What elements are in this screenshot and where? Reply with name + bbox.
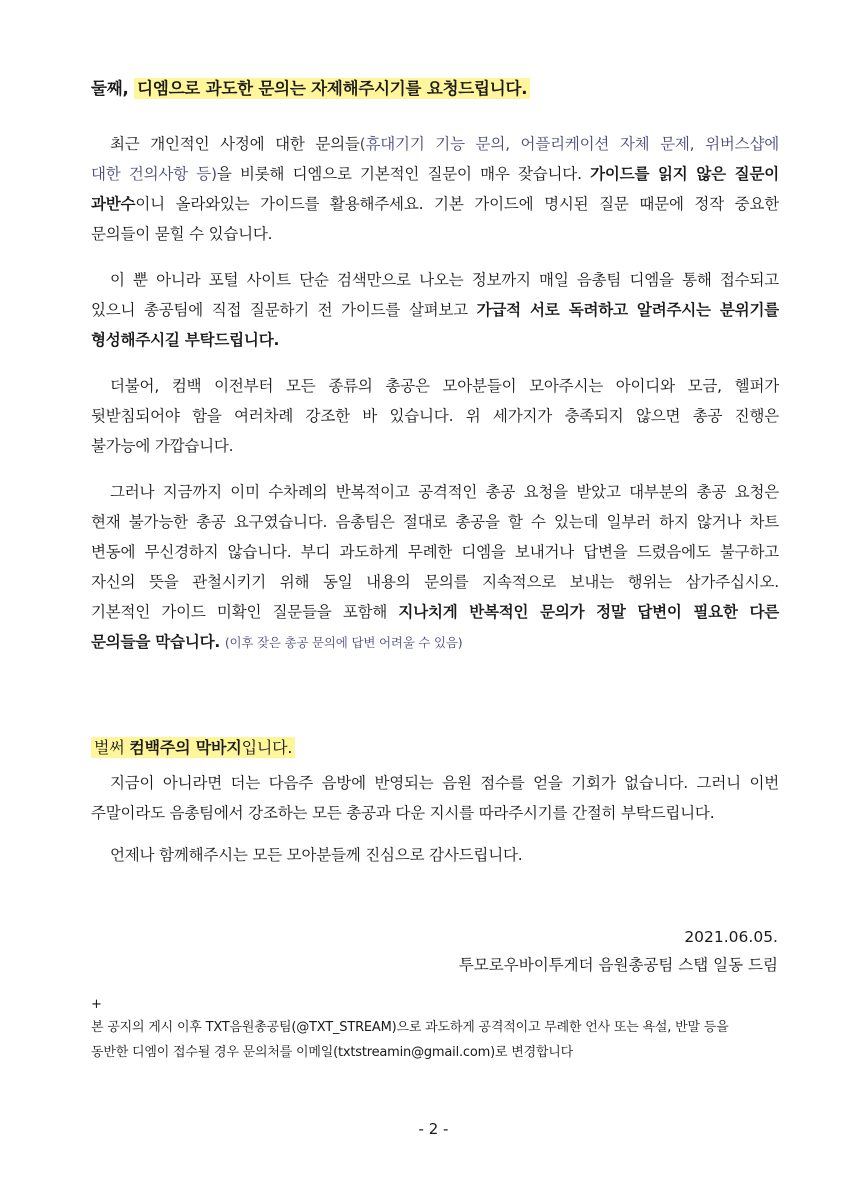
- para2-line3: 형성해주시길 부탁드립니다.: [91, 331, 280, 349]
- page-number: - 2 -: [418, 1120, 449, 1138]
- signature-name: 투모로우바이투게더 음원총공팀 스탭 일동 드림: [458, 956, 778, 974]
- para5-line2: 주말이라도 음총팀에서 강조하는 모든 총공과 다운 지시를 따라주시기를 간절히 부탁드립니다.: [91, 804, 715, 822]
- para4-line5: 기본적인 가이드 미확인 질문들을 포함해 지나치게 반복적인 문의가 정말 답변이 필요한 다른: [91, 603, 779, 621]
- para4-line3: 변동에 무신경하지 않습니다. 부디 과도하게 무례한 디엠을 보내거나 답변을 드렸음에도 불구하고: [91, 543, 779, 561]
- para5-line3: 언제나 함께해주시는 모든 모아분들께 진심으로 감사드립니다.: [110, 846, 523, 864]
- para4-line1: 그러나 지금까지 이미 수차례의 반복적이고 공격적인 총공 요청을 받았고 대부분의 총공 요청은: [110, 483, 779, 501]
- heading-highlight: 디엠으로 과도한 문의는 자제해주시기를 요청드립니다.: [134, 78, 530, 99]
- heading-prefix: 둘째,: [91, 79, 135, 98]
- heading2-highlight: 벌써 컴백주의 막바지입니다.: [91, 737, 295, 758]
- para4-line2: 현재 불가능한 총공 요구였습니다. 음총팀은 절대로 총공을 할 수 있는데 일부러 하지 않거나 차트: [91, 513, 779, 531]
- footnote-line1: 본 공지의 게시 이후 TXT음원총공팀(@TXT_STREAM)으로 과도하게 공격적이고 무례한 언사 또는 욕설, 반말 등을: [91, 1020, 729, 1035]
- para1-line4: 문의들이 묻힐 수 있습니다.: [91, 225, 273, 243]
- para2-line1: 이 뿐 아니라 포털 사이트 단순 검색만으로 나오는 정보까지 매일 음총팀 디엠을 통해 접수되고: [110, 271, 779, 289]
- para2-line2: 있으니 총공팀에 직접 질문하기 전 가이드를 살펴보고 가급적 서로 독려하고 알려주시는 분위기를: [91, 301, 779, 319]
- para5-line1: 지금이 아니라면 더는 다음주 음방에 반영되는 음원 점수를 얻을 기회가 없습니다. 그러니 이번: [110, 774, 779, 792]
- para4-line4: 자신의 뜻을 관철시키기 위해 동일 내용의 문의를 지속적으로 보내는 행위는 삼가주십시오.: [91, 573, 779, 591]
- signature-date: 2021.06.05.: [684, 928, 778, 946]
- para3-line2: 뒷받침되어야 함을 여러차례 강조한 바 있습니다. 위 세가지가 충족되지 않으면 총공 진행은: [91, 407, 779, 425]
- footnote-line2: 동반한 디엠이 접수될 경우 문의처를 이메일(txtstreamin@gmail.com)로 변경합니다: [91, 1045, 574, 1060]
- para1-line2: 대한 건의사항 등)을 비롯해 디엠으로 기본적인 질문이 매우 잦습니다. 가이드를 읽지 않은 질문이: [91, 165, 779, 183]
- para4-line6: 문의들을 막습니다. (이후 잦은 총공 문의에 답변 어려울 수 있음): [91, 633, 463, 651]
- para3-line3: 불가능에 가깝습니다.: [91, 437, 234, 455]
- para1-line3: 과반수이니 올라와있는 가이드를 활용해주세요. 기본 가이드에 명시된 질문 때문에 정작 중요한: [91, 195, 779, 213]
- footnote-plus: +: [91, 997, 102, 1012]
- para3-line1: 더불어, 컴백 이전부터 모든 종류의 총공은 모아분들이 모아주시는 아이디와 모금, 헬퍼가: [110, 377, 779, 395]
- para1-line1: 최근 개인적인 사정에 대한 문의들(휴대기기 기능 문의, 어플리케이션 자체 문제, 위버스샵에: [110, 135, 779, 153]
